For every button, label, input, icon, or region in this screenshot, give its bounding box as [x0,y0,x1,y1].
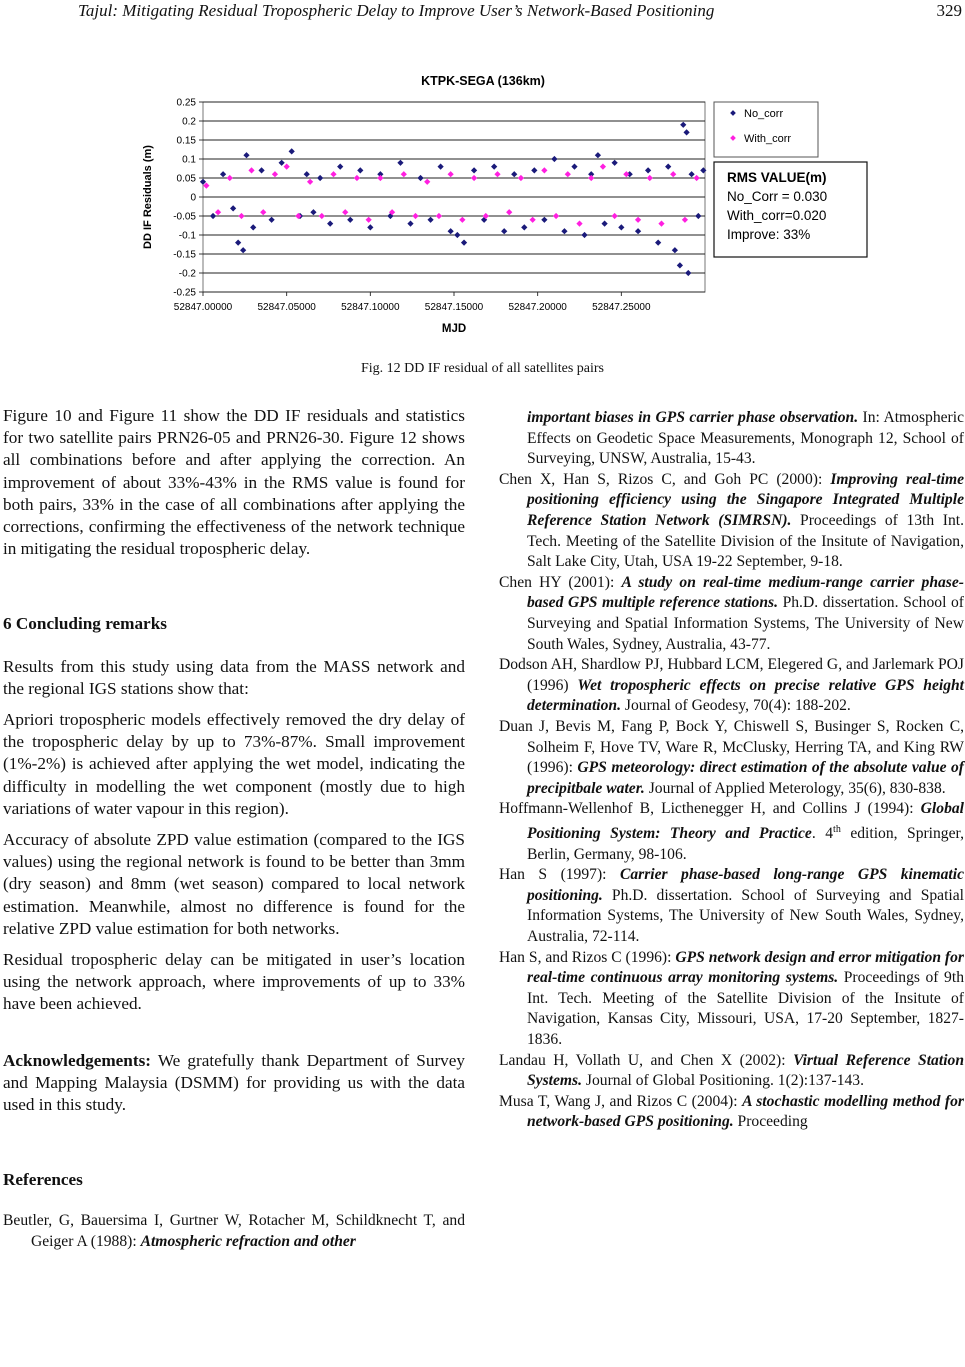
rms-line: With_corr=0.020 [727,208,827,223]
x-tick-label: 52847.15000 [424,302,484,313]
acknowledgements-heading: Acknowledgements: [3,1050,151,1070]
reference-source: Ph.D. dissertation. School of Surveying and Spatial Information Systems, The University of New South Wales, Sydney, Australia, 72-114. [527,886,964,946]
legend [714,102,818,157]
paragraph: Residual tropospheric delay can be mitigated in user’s location using the network approach, where improvements of up to 33% have been achieved. [3,950,465,1014]
y-tick-label: -0.15 [173,249,196,261]
paragraph: Accuracy of absolute ZPD value estimation (compared to the IGS values) using the regional network is found to be better than 3mm (dry season) and 8mm (wet season) compared to local network estimation. Meanwhile, almost no difference is found for the relative ZPD value estimation for both networks. [3,830,465,938]
reference-authors: Duan J, Bevis M, Fang P, Bock Y, Chiswell S, Businger S, Rocken C, Solheim F, Hove TV, Ware R, McClusky, Herring TA, and King RW (1996): [499,717,964,777]
reference-source: Proceeding [733,1113,808,1131]
y-tick-label: 0.15 [176,135,196,147]
reference-title: A study on real-time medium-range carrier phase-based GPS multiple reference stations. [527,573,964,612]
reference-item [499,1051,964,1092]
left-column [3,405,465,1253]
reference-source: . 4 [811,825,834,843]
reference-title: Atmospheric refraction and other [140,1233,356,1251]
rms-textbox [714,162,867,257]
reference-authors: Han S (1997): [499,866,620,884]
reference-item [499,865,964,947]
reference-item [499,1092,964,1133]
y-axis-label: DD IF Residuals (m) [142,145,154,249]
y-tick-label: -0.2 [178,268,196,280]
reference-source: edition, Springer, Berlin, Germany, 98-106. [527,825,964,863]
x-tick-label: 52847.20000 [508,302,567,313]
reference-authors: Musa T, Wang J, and Rizos C (2004): [499,1092,743,1110]
rms-line: Improve: 33% [727,227,811,242]
references-heading: References [3,1170,83,1190]
running-title: Tajul: Mitigating Residual Tropospheric Delay to Improve User’s Network-Based Positioning [78,1,715,20]
reference-source: In: Atmospheric Effects on Geodetic Space Measurements, Monograph 12, School of Surveying, UNSW, Australia, 15-43. [527,409,964,468]
y-tick-label: 0.1 [182,154,196,166]
reference-title: A stochastic modelling method for network-based GPS positioning. [527,1092,964,1131]
reference-source: Journal of Applied Meterology, 35(6), 830-838. [644,779,946,797]
x-tick-label: 52847.05000 [257,302,316,313]
paragraph: Apriori tropospheric models effectively removed the dry delay of the tropospheric delay by up to 73%-87%. Small improvement (1%-2%) is achieved after applying the wet model, indicating the difficulty in modelling the wet component (mostly due to high variations of water vapour in this region). [3,710,465,818]
x-tick-label: 52847.25000 [592,302,651,313]
paragraph: Results from this study using data from the MASS network and the regional IGS stations show that: [3,656,465,698]
reference-authors: Hoffmann-Wellenhof B, Licthenegger H, and Collins J (1994): [499,800,921,818]
reference-item [499,573,964,655]
reference-title: important biases in GPS carrier phase observation. [527,409,859,426]
page-number: 329 [936,1,962,20]
reference-source: Journal of Global Positioning. 1(2):137-143. [582,1072,864,1090]
figure-caption: Fig. 12 DD IF residual of all satellites pairs [360,361,605,376]
reference-continuation [499,408,964,470]
y-tick-label: -0.25 [173,287,196,299]
y-tick-label: 0.25 [176,97,196,109]
y-tick-label: -0.1 [178,230,196,242]
reference-title: Carrier phase-based long-range GPS kinematic positioning. [527,866,964,904]
reference-source: Ph.D. dissertation. School of Surveying and Spatial Information Systems, The University of New South Wales, Sydney, Australia, 43-77. [527,594,964,653]
reference-title: GPS meteorology: direct estimation of the absolute value of precipitbale water. [527,759,964,797]
reference-title: Improving real-time positioning efficiency using the Singapore Integrated Multiple Reference Station Network (SIMRSN). [527,470,964,529]
rms-line: No_Corr = 0.030 [727,189,828,204]
reference-authors: Beutler, G, Bauersima I, Gurtner W, Rotacher M, Schildknecht T, and Geiger A (1988): [3,1212,465,1251]
rms-title: RMS VALUE(m) [727,170,827,185]
x-tick-label: 52847.00000 [173,302,233,313]
reference-authors: Han S, and Rizos C (1996): [499,948,676,966]
reference-item [499,948,964,1051]
chart-title: KTPK-SEGA (136km) [421,74,545,88]
superscript: th [833,823,841,835]
reference-source: Proceedings of 13th Int. Tech. Meeting of the Satellite Division of the Insitute of Navigation, Salt Lake City, Utah, USA 19-22 September, 9-18. [527,511,964,571]
legend-label-with-corr: With_corr [744,133,792,145]
reference-authors: Chen X, Han S, Rizos C, and Goh PC (2000): [499,470,831,488]
figure-12 [0,60,965,360]
acknowledgements-text: We gratefully thank Department of Survey and Mapping Malaysia (DSMM) for providing us with the data used in this study. [3,1050,465,1115]
paragraph: Figure 10 and Figure 11 show the DD IF residuals and statistics for two satellite pairs PRN26-05 and PRN26-30. Figure 12 shows all combinations before and after applying the correction. An improvement of about 33%-43% in the RMS value is found for both pairs, 33% in the case of all combinations after applying the corrections, confirming the effectiveness of the network technique in mitigating the residual tropospheric delay. [3,406,465,559]
x-axis-label: MJD [441,323,467,335]
y-tick-label: -0.05 [173,211,196,223]
running-header [0,0,965,26]
scatter-chart [0,60,965,360]
reference-source: Proceedings of 9th Int. Tech. Meeting of the Satellite Division of the Insitute of Navigation, Kansas City, Missouri, USA, 17-20 September, 1827-1836. [527,969,964,1048]
y-tick-label: 0.2 [182,116,196,128]
legend-label-no-corr: No_corr [744,108,784,120]
reference-item [499,799,964,865]
reference-source: Journal of Geodesy, 70(4): 188-202. [621,697,851,715]
reference-title: GPS network design and error mitigation for real-time continuous array monitoring systems. [527,948,964,987]
y-tick-label: 0.05 [176,173,196,185]
reference-title: Global Positioning System: Theory and Practice [527,800,964,843]
reference-item [499,717,964,799]
reference-item [499,655,964,717]
reference-item [3,1211,465,1252]
acknowledgements [3,1050,465,1117]
reference-item [499,470,964,573]
y-tick-label: 0 [190,192,196,204]
reference-title: Virtual Reference Station Systems. [527,1051,964,1090]
reference-title: Wet tropospheric effects on precise relative GPS height determination. [527,676,965,715]
reference-authors: Landau H, Vollath U, and Chen X (2002): [499,1051,794,1069]
reference-authors: Chen HY (2001): [499,573,622,591]
x-tick-label: 52847.10000 [341,302,400,313]
section-heading: 6 Concluding remarks [3,614,167,634]
reference-authors: Dodson AH, Shardlow PJ, Hubbard LCM, Elegered G, and Jarlemark POJ (1996) [499,656,964,694]
right-column [499,408,964,1133]
